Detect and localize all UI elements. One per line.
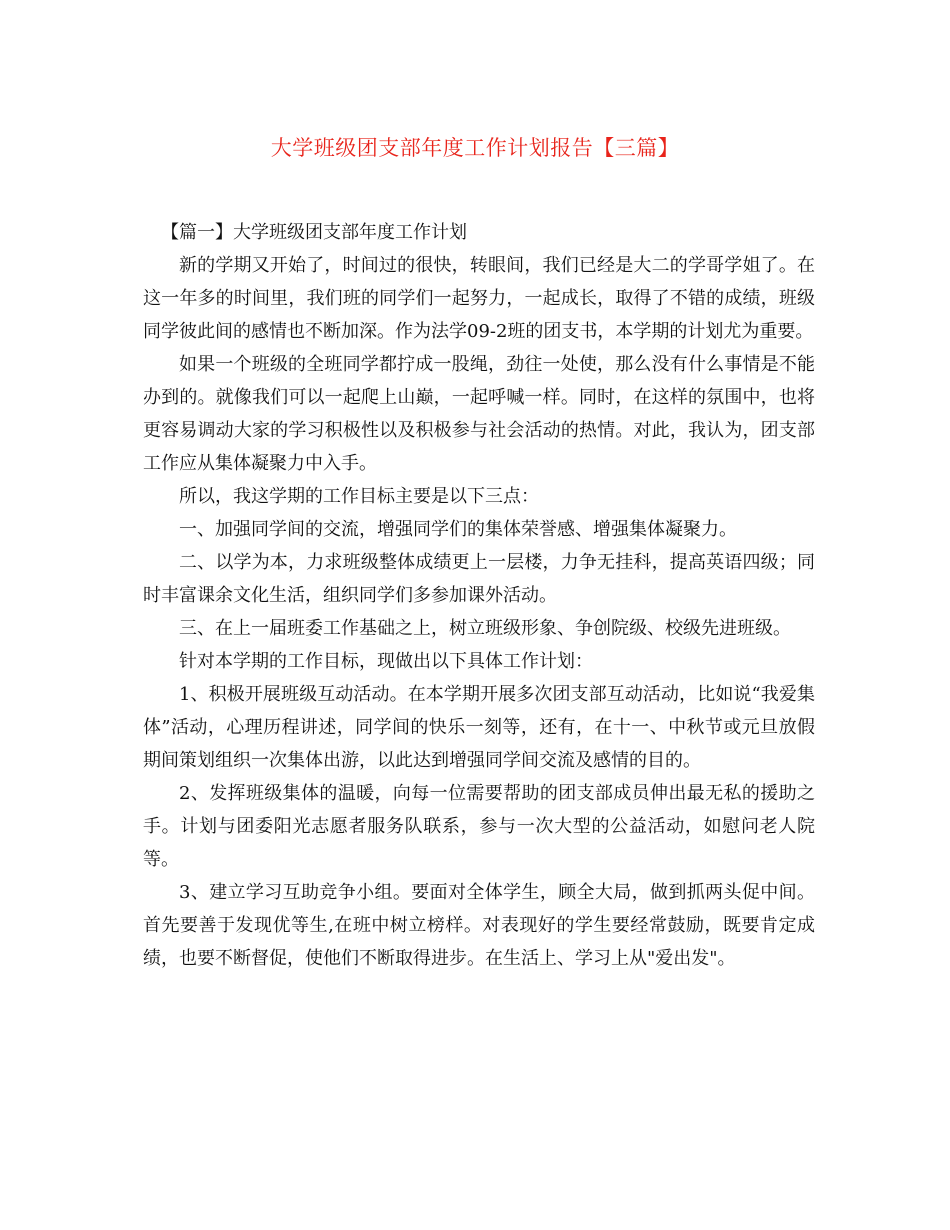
document-body [143,216,815,975]
section-heading: 【篇一】大学班级团支部年度工作计划 [161,222,467,243]
paragraph: 一、加强同学间的交流，增强同学们的集体荣誉感、增强集体凝聚力。 [179,519,737,540]
paragraph: 所以，我这学期的工作目标主要是以下三点： [179,486,539,507]
paragraph: 二、以学为本，力求班级整体成绩更上一层楼，力争无挂科，提高英语四级；同时丰富课余文化生活，组织同学们多参加课外活动。 [143,552,815,606]
paragraph: 2、发挥班级集体的温暖，向每一位需要帮助的团支部成员伸出最无私的援助之手。计划与团委阳光志愿者服务队联系，参与一次大型的公益活动，如慰问老人院等。 [143,783,815,870]
paragraph: 三、在上一届班委工作基础之上，树立班级形象、争创院级、校级先进班级。 [179,618,791,639]
paragraph: 针对本学期的工作目标，现做出以下具体工作计划： [179,651,593,672]
paragraph: 新的学期又开始了，时间过的很快，转眼间，我们已经是大二的学哥学姐了。在这一年多的时间里，我们班的同学们一起努力，一起成长，取得了不错的成绩，班级同学彼此间的感情也不断加深。作为法学09-2班的团支书，本学期的计划尤为重要。 [143,255,815,342]
paragraph: 3、建立学习互助竞争小组。要面对全体学生，顾全大局，做到抓两头促中间。首先要善于发现优等生,在班中树立榜样。对表现好的学生要经常鼓励，既要肯定成绩，也要不断督促，使他们不断取得进步。在生活上、学习上从"爱出发"。 [143,882,815,969]
paragraph: 1、积极开展班级互动活动。在本学期开展多次团支部互动活动，比如说“我爱集体”活动，心理历程讲述，同学间的快乐一刻等，还有，在十一、中秋节或元旦放假期间策划组织一次集体出游，以此达到增强同学间交流及感情的目的。 [143,684,815,771]
paragraph: 如果一个班级的全班同学都拧成一股绳，劲往一处使，那么没有什么事情是不能办到的。就像我们可以一起爬上山巅，一起呼喊一样。同时，在这样的氛围中，也将更容易调动大家的学习积极性以及积极参与社会活动的热情。对此，我认为，团支部工作应从集体凝聚力中入手。 [143,354,815,474]
document-title: 大学班级团支部年度工作计划报告【三篇】 [270,136,680,160]
